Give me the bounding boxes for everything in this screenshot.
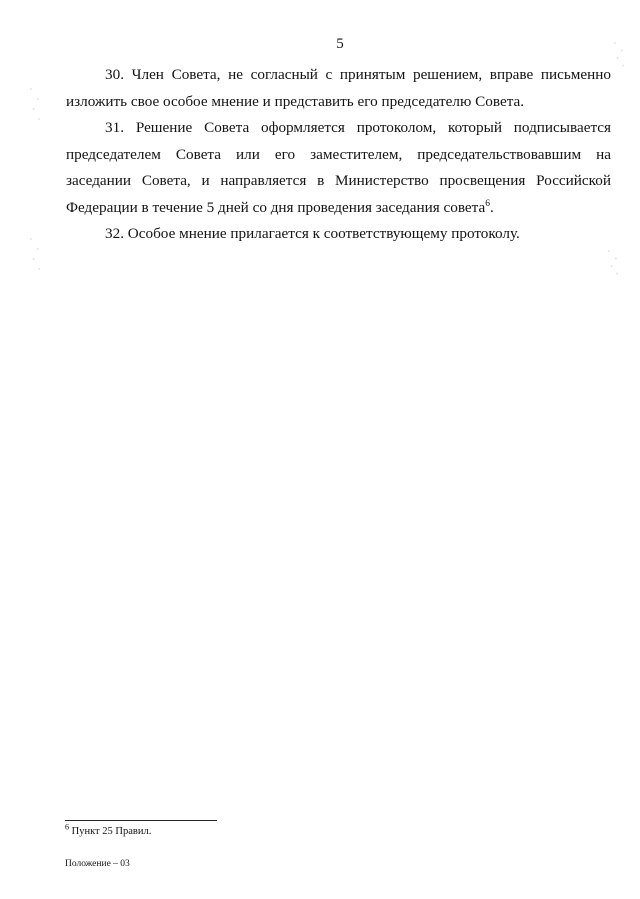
footnote-reference[interactable]: 6 xyxy=(485,198,490,209)
footnote-text: Пункт 25 Правил. xyxy=(69,826,152,837)
document-body xyxy=(66,62,611,248)
footer-document-code: Положение – 03 xyxy=(65,859,130,869)
footnote-mark: 6 xyxy=(65,822,69,832)
scan-speckle xyxy=(28,85,42,125)
paragraph-30-text: 30. Член Совета, не согласный с принятым решением, вправе письменно изложить свое особое мнение и представить его председателю Совета. xyxy=(66,66,611,110)
scan-speckle xyxy=(28,235,42,275)
paragraph-31-text: 31. Решение Совета оформляется протоколом, который подписывается председателем Совета или его заместителем, председательствовавшим на заседании Совета, и направляется в Министерство просвещения Российской Федерации в течение 5 дней со дня проведения заседания совета xyxy=(66,119,611,216)
page-number: 5 xyxy=(336,36,344,52)
footnote xyxy=(65,822,152,839)
paragraph-30 xyxy=(66,62,611,115)
paragraph-32-text: 32. Особое мнение прилагается к соответствующему протоколу. xyxy=(105,225,520,242)
footnote-divider xyxy=(65,820,217,821)
paragraph-31-end: . xyxy=(489,198,494,216)
scan-speckle xyxy=(606,248,620,278)
paragraph-32 xyxy=(66,221,611,248)
paragraph-31 xyxy=(66,115,611,221)
